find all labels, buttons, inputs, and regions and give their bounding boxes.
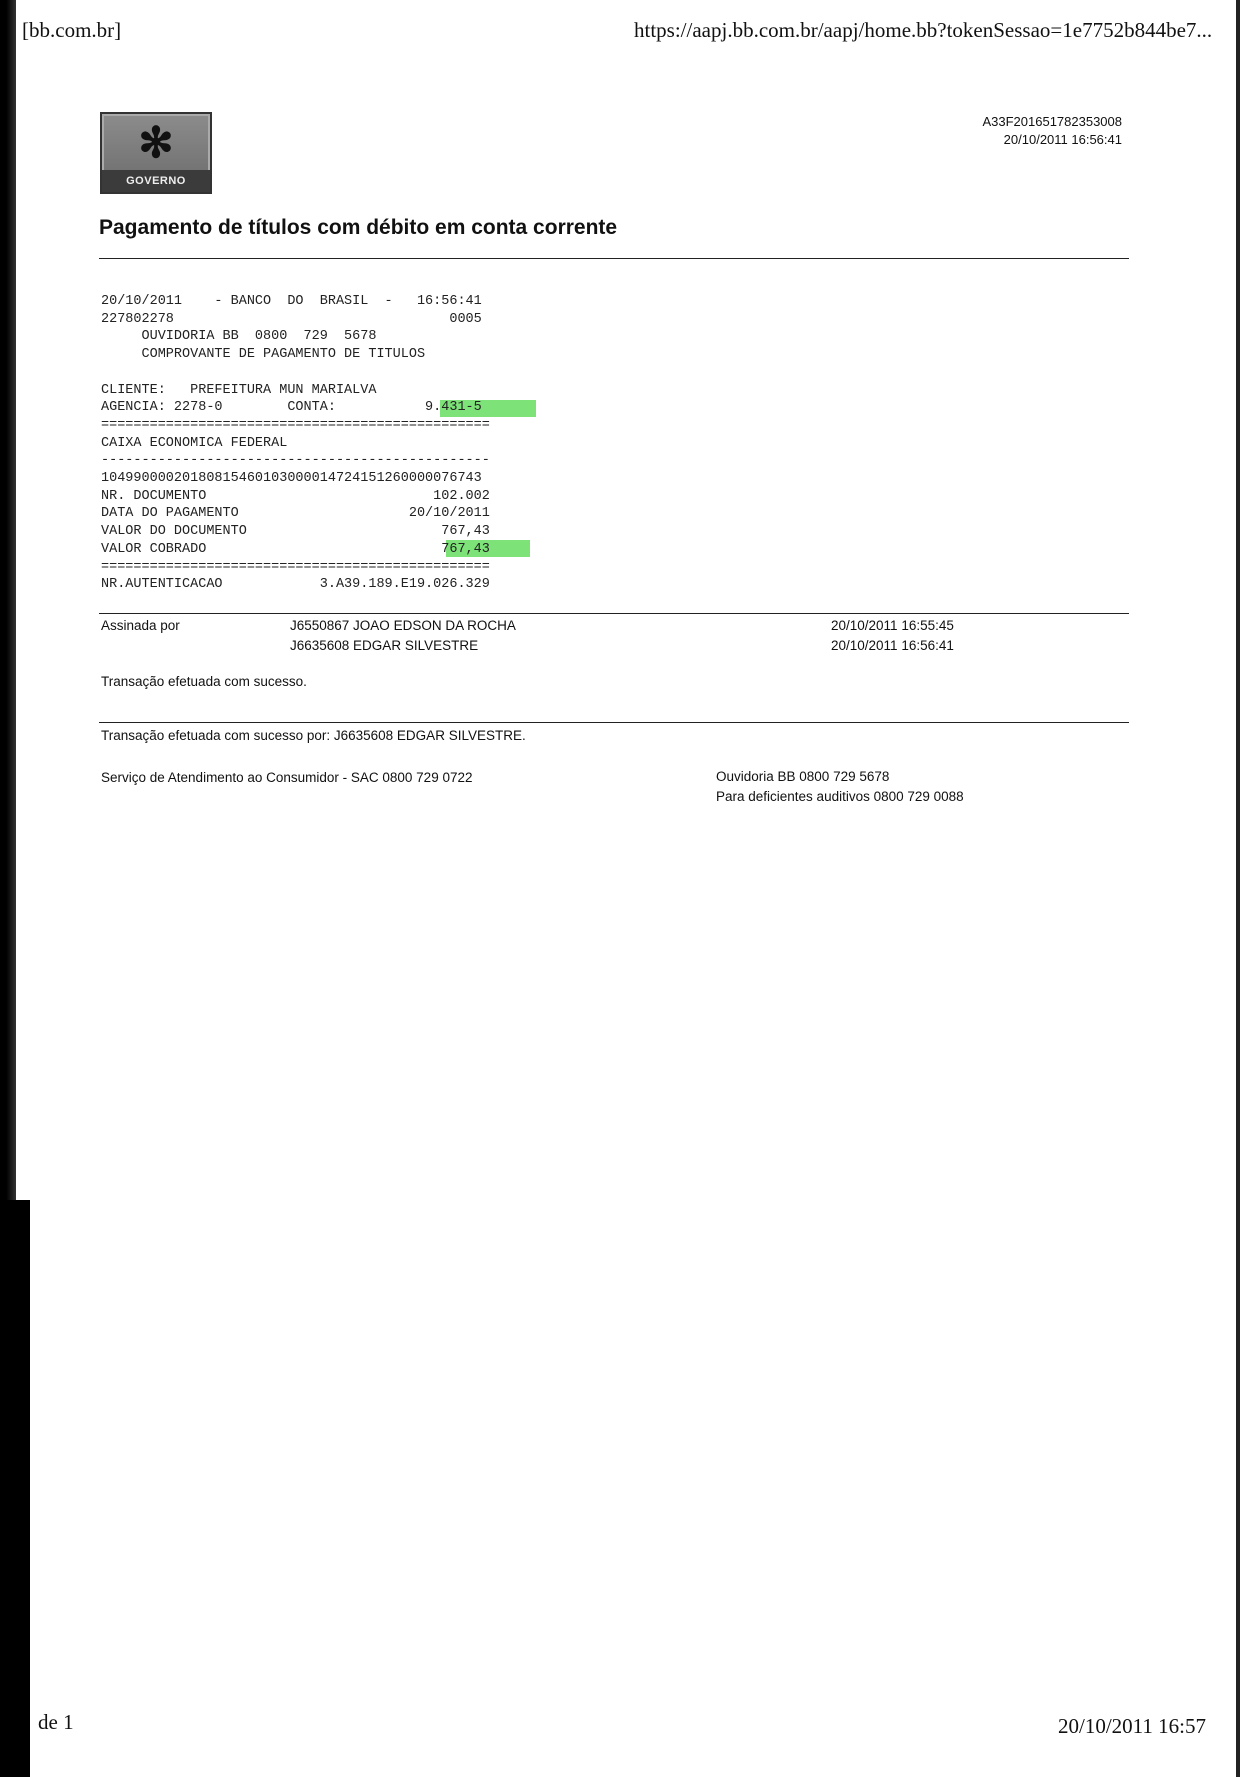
receipt-line: DATA DO PAGAMENTO 20/10/2011 bbox=[101, 506, 490, 522]
bank-logo bbox=[100, 112, 212, 194]
ouvidoria-contact: Ouvidoria BB 0800 729 5678 bbox=[716, 769, 890, 784]
receipt-line: NR. DOCUMENTO 102.002 bbox=[101, 488, 490, 504]
browser-site-label: [bb.com.br] bbox=[22, 18, 122, 42]
footer-divider bbox=[99, 722, 1129, 723]
receipt-line: OUVIDORIA BB 0800 729 5678 bbox=[101, 329, 377, 345]
signer-name: J6635608 EDGAR SILVESTRE bbox=[290, 638, 479, 653]
receipt-line: CAIXA ECONOMICA FEDERAL bbox=[101, 435, 288, 451]
receipt-line: ================================================ bbox=[101, 417, 490, 433]
bank-logo-mark-icon: ✻ bbox=[138, 119, 174, 166]
hearing-impaired-contact: Para deficientes auditivos 0800 729 0088 bbox=[716, 789, 964, 804]
receipt-line: CLIENTE: PREFEITURA MUN MARIALVA bbox=[101, 382, 377, 398]
sac-contact: Serviço de Atendimento ao Consumidor - SAC 0800 729 0722 bbox=[101, 770, 473, 785]
receipt-line: ------------------------------------------------ bbox=[101, 453, 490, 469]
receipt-line: VALOR COBRADO 767,43 bbox=[101, 541, 490, 557]
signature-divider bbox=[99, 613, 1129, 614]
signed-by-label: Assinada por bbox=[101, 618, 180, 633]
reference-datetime: 20/10/2011 16:56:41 bbox=[1003, 132, 1122, 147]
transaction-status: Transação efetuada com sucesso. bbox=[101, 674, 307, 689]
performed-by: Transação efetuada com sucesso por: J6635608 EDGAR SILVESTRE. bbox=[101, 728, 526, 743]
page-counter: de 1 bbox=[38, 1710, 74, 1734]
signer-datetime: 20/10/2011 16:56:41 bbox=[831, 638, 954, 653]
receipt-line: AGENCIA: 2278-0 CONTA: 9.431-5 bbox=[101, 400, 482, 416]
reference-code: A33F201651782353008 bbox=[982, 114, 1122, 129]
scan-edge-right bbox=[1236, 0, 1240, 1777]
receipt-line: COMPROVANTE DE PAGAMENTO DE TITULOS bbox=[101, 347, 426, 363]
scan-edge-left-bottom bbox=[0, 1200, 30, 1777]
title-divider bbox=[99, 258, 1129, 259]
receipt-line: 227802278 0005 bbox=[101, 311, 482, 327]
signer-name: J6550867 JOAO EDSON DA ROCHA bbox=[290, 618, 516, 633]
receipt-line: VALOR DO DOCUMENTO 767,43 bbox=[101, 524, 490, 540]
page-title: Pagamento de títulos com débito em conta corrente bbox=[99, 216, 618, 239]
bank-logo-band: GOVERNO bbox=[102, 170, 210, 192]
print-datetime: 20/10/2011 16:57 bbox=[1058, 1714, 1206, 1738]
receipt-line: NR.AUTENTICACAO 3.A39.189.E19.026.329 bbox=[101, 577, 490, 593]
browser-url[interactable]: https://aapj.bb.com.br/aapj/home.bb?tokenSessao=1e7752b844be7... bbox=[634, 18, 1213, 42]
receipt-line: ================================================ bbox=[101, 559, 490, 575]
receipt-line: 10499000020180815460103000014724151260000076743 bbox=[101, 471, 482, 486]
receipt-line: 20/10/2011 - BANCO DO BRASIL - 16:56:41 bbox=[101, 294, 482, 309]
signer-datetime: 20/10/2011 16:55:45 bbox=[831, 618, 954, 633]
